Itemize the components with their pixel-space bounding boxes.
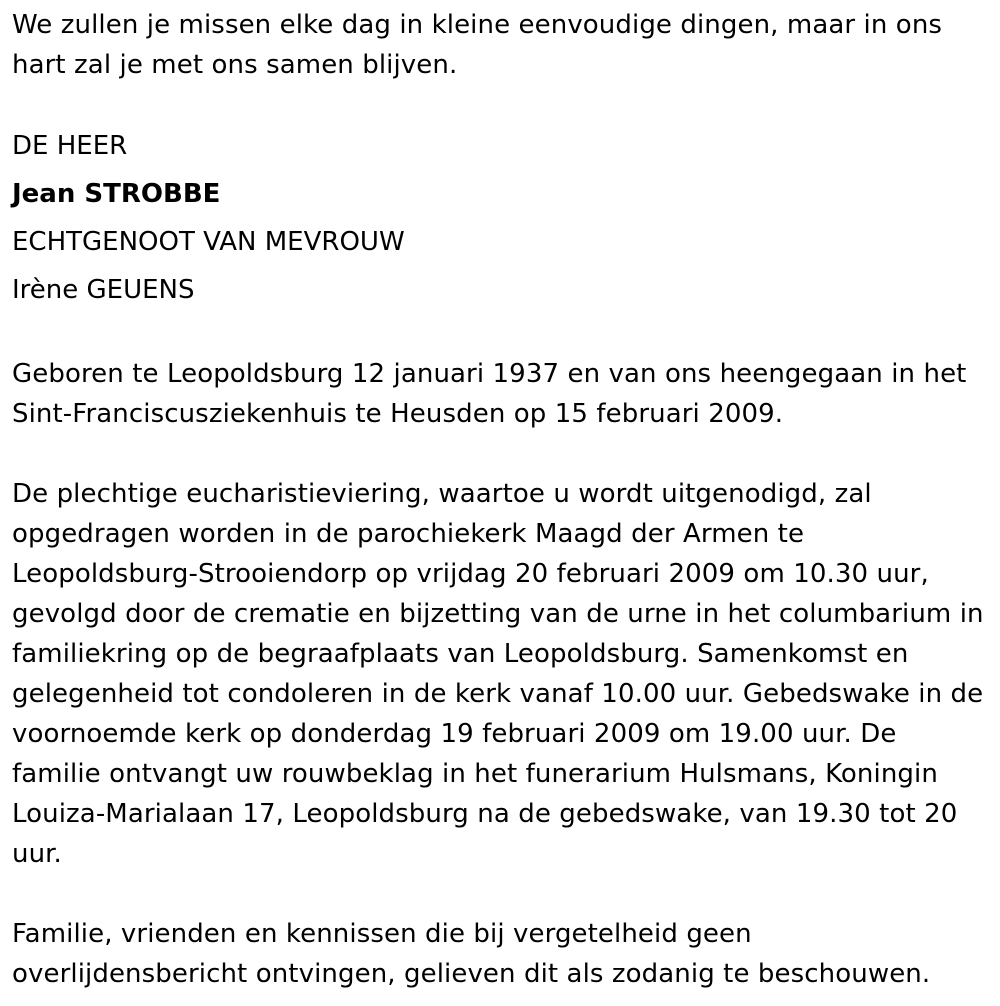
title-line: DE HEER — [12, 131, 128, 161]
relation-line: ECHTGENOOT VAN MEVROUW — [12, 227, 405, 257]
spacer — [12, 874, 988, 914]
spouse-name: Irène GEUENS — [12, 275, 195, 305]
spacer — [12, 434, 988, 474]
spacer — [12, 85, 988, 122]
opening-quote: We zullen je missen elke dag in kleine eenvoudige dingen, maar in ons hart zal je met ons samen blijven. — [12, 10, 943, 80]
birth-death-paragraph: Geboren te Leopoldsburg 12 januari 1937 en van ons heengegaan in het Sint-Franciscusziekenhuis te Heusden op 15 februari 2009. — [12, 359, 967, 429]
deceased-name: Jean STROBBE — [12, 179, 221, 209]
closing-note: Familie, vrienden en kennissen die bij vergetelheid geen overlijdensbericht ontvingen, gelieven dit als zodanig te beschouwen. — [12, 919, 931, 989]
ceremony-paragraph: De plechtige eucharistieviering, waartoe u wordt uitgenodigd, zal opgedragen worden in de parochiekerk Maagd der Armen te Leopoldsburg-Strooiendorp op vrijdag 20 februari 2009 om 10.30 uur, gevolgd door de crematie en bijzetting van de urne in het columbarium in familiekring op de begraafplaats van Leopoldsburg. Samenkomst en gelegenheid tot condoleren in de kerk vanaf 10.00 uur. Gebedswake in de voornoemde kerk op donderdag 19 februari 2009 om 19.00 uur. De familie ontvangt uw rouwbeklag in het funerarium Hulsmans, Koningin Louiza-Marialaan 17, Leopoldsburg na de gebedswake, van 19.30 tot 20 uur. — [12, 479, 984, 869]
spacer — [12, 314, 988, 354]
